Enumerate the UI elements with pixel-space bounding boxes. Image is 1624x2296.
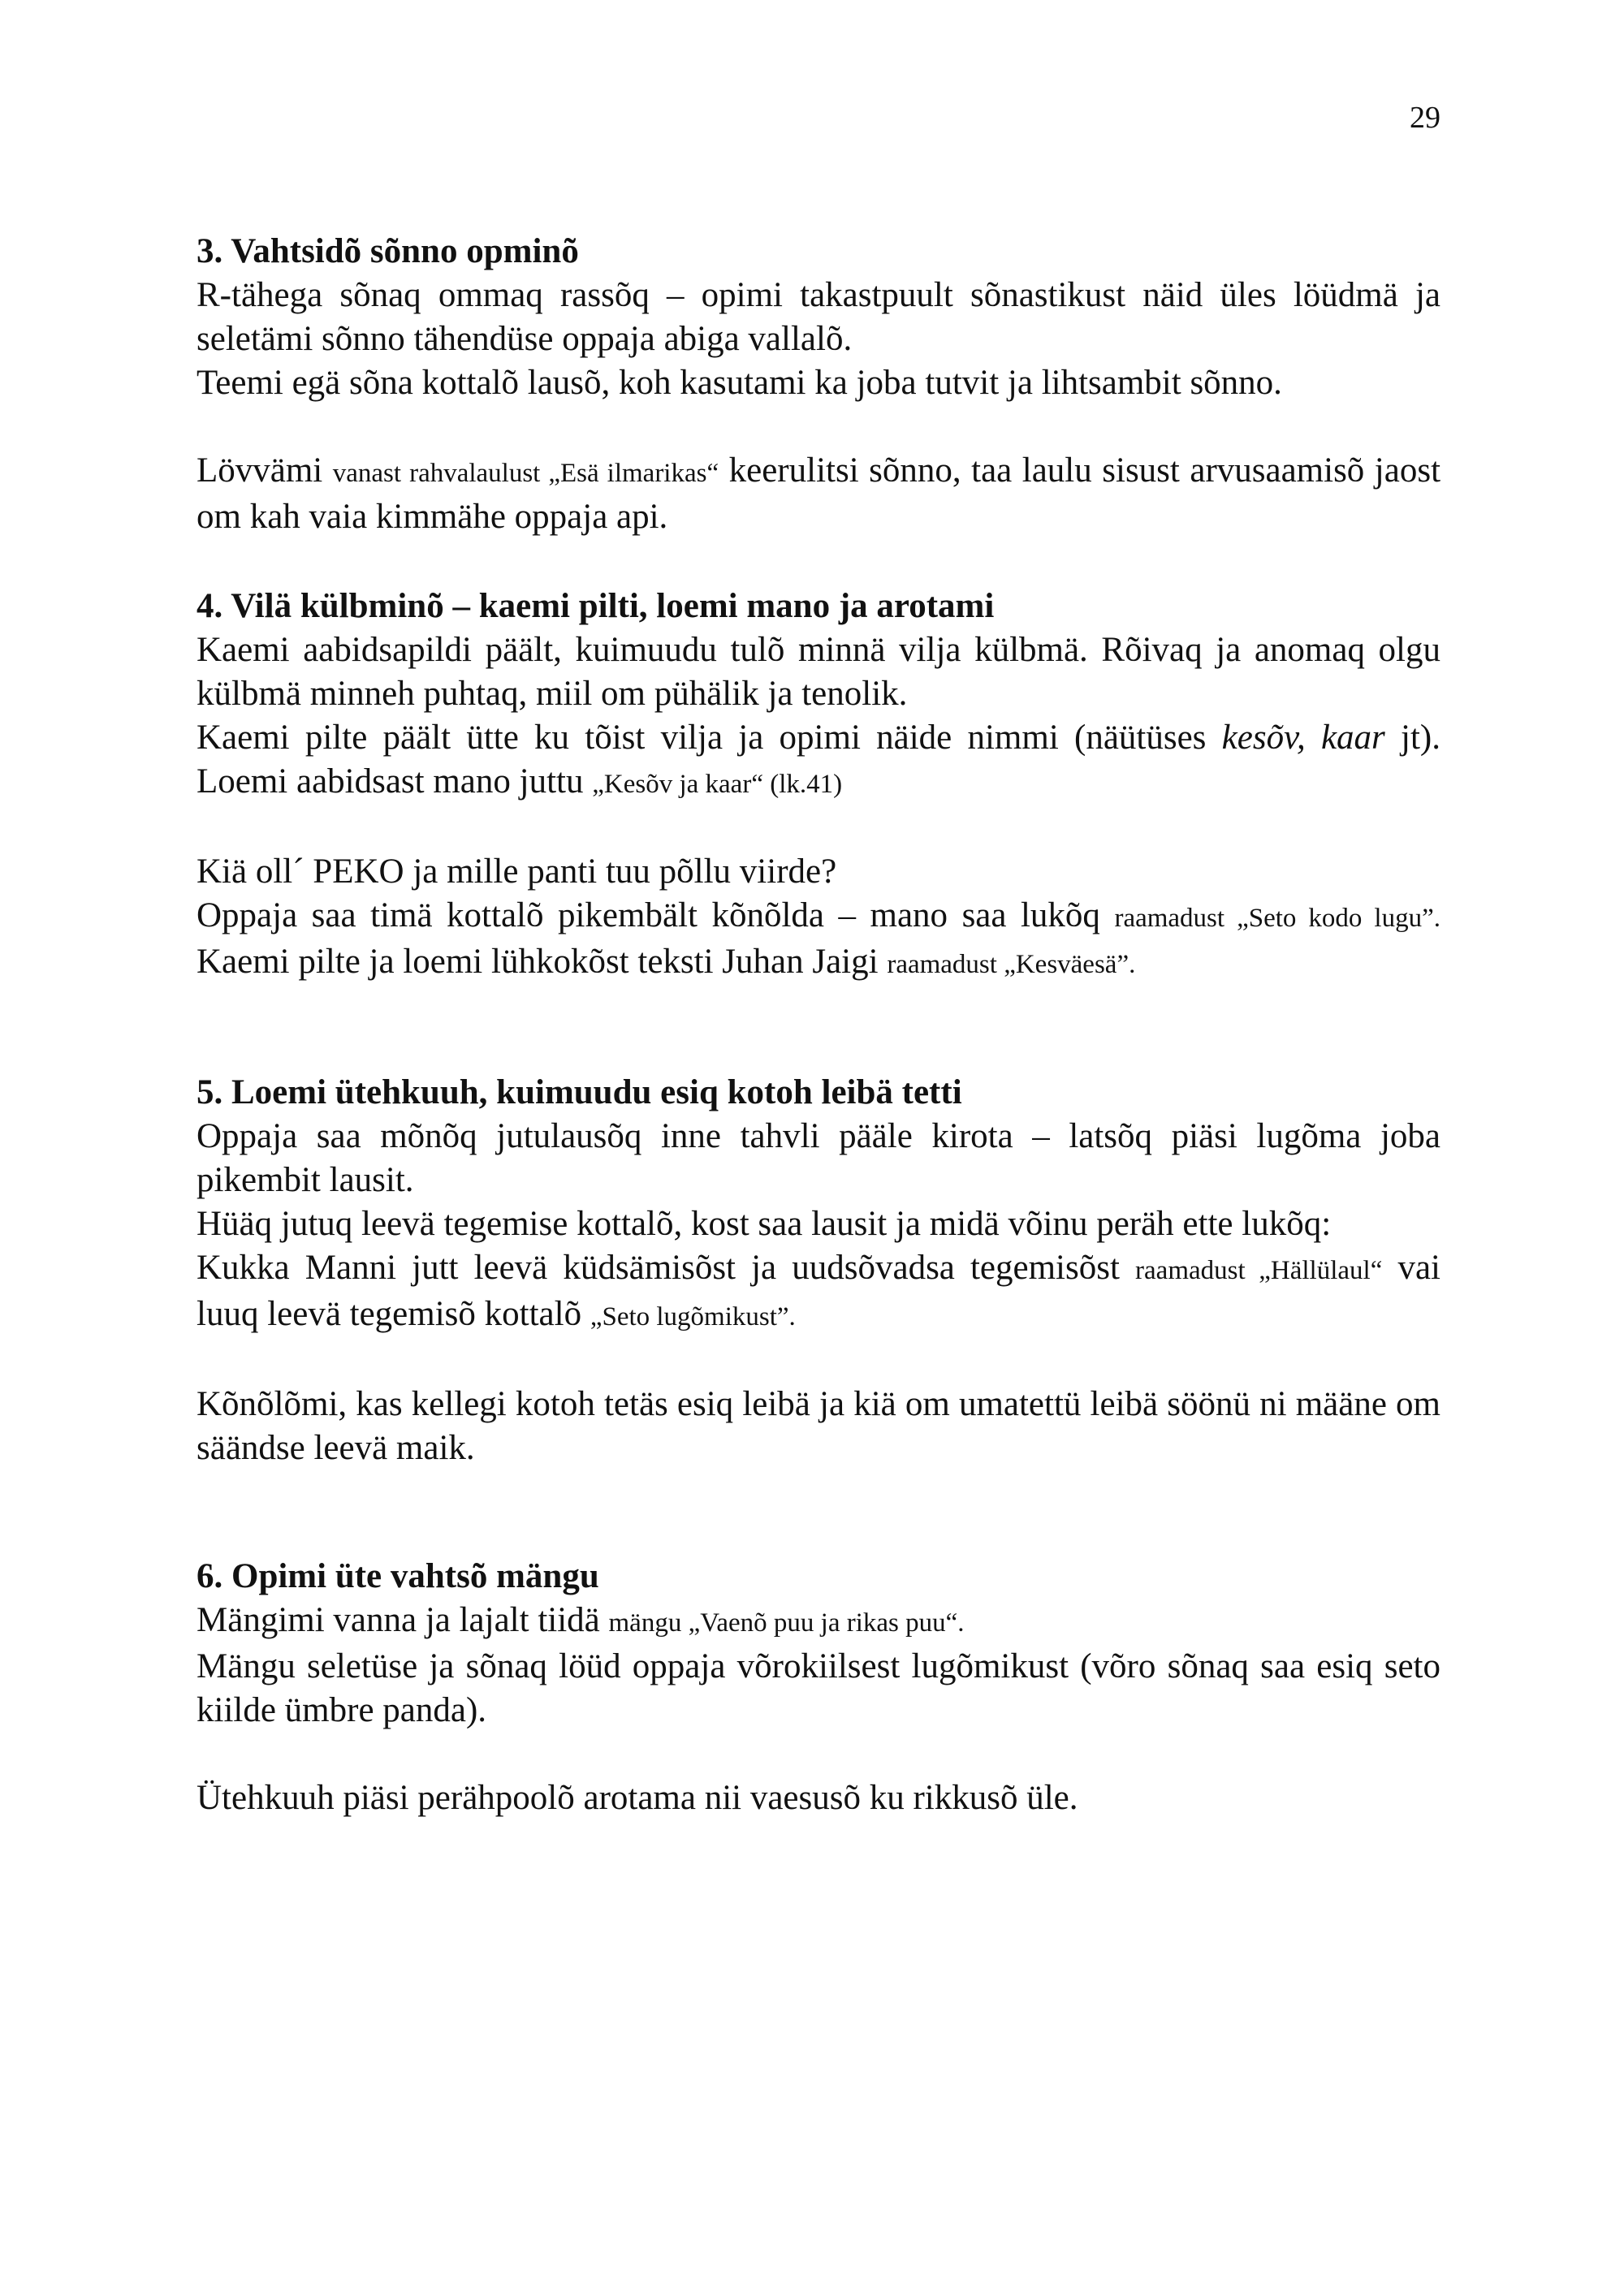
section-3-title: 3. Vahtsidõ sõnno opminõ <box>197 232 579 270</box>
section-4-title: 4. Vilä külbminõ – kaemi pilti, loemi mano ja arotami <box>197 587 995 625</box>
section-5-paragraph-1: Oppaja saa mõnõq jutulausõq inne tahvli pääle kirota – latsõq piäsi lugõma joba pikembit lausit. <box>197 1117 1440 1199</box>
section-4-book-reference-2: raamadust „Kesväesä”. <box>887 950 1136 979</box>
section-4-book-reference-1: raamadust „Seto kodo lugu”. <box>1114 904 1440 933</box>
section-3 <box>197 230 1440 539</box>
section-3-p3-start: Lövvämi <box>197 451 323 490</box>
section-5-paragraph-4: Kõnõlõmi, kas kellegi kotoh tetäs esiq leibä ja kiä om umatettü leibä söönü ni määne om säändse leevä maik. <box>197 1385 1440 1467</box>
section-5-book-reference-2: „Seto lugõmikust”. <box>590 1302 796 1331</box>
section-4-story-reference: „Kesõv ja kaar“ (lk.41) <box>592 770 843 799</box>
section-6-game-reference: mängu „Vaenõ puu ja rikas puu“. <box>608 1608 965 1638</box>
section-4-paragraph-3: Kiä oll´ PEKO ja mille panti tuu põllu viirde? <box>197 852 837 891</box>
section-3-paragraph-1: R-tähega sõnaq ommaq rassõq – opimi takastpuult sõnastikust näid üles löüdmä ja seletämi sõnno tähendüse oppaja abiga vallalõ. <box>197 276 1440 358</box>
section-6-paragraph-3: Ütehkuuh piäsi perähpoolõ arotama nii vaesusõ ku rikkusõ üle. <box>197 1779 1078 1817</box>
page-number: 29 <box>1410 101 1440 135</box>
section-6-paragraph-2: Mängu seletüse ja sõnaq löüd oppaja võrokiilsest lugõmikust (võro sõnaq saa esiq seto kiilde ümbre panda). <box>197 1647 1440 1729</box>
section-4-paragraph-1: Kaemi aabidsapildi päält, kuimuudu tulõ minnä vilja külbmä. Rõivaq ja anomaq olgu külbmä minneh puhtaq, miil om pühälik ja tenolik. <box>197 631 1440 713</box>
section-4-paragraph-4 <box>197 894 1440 986</box>
section-3-paragraph-2: Teemi egä sõna kottalõ lausõ, koh kasutami ka joba tutvit ja lihtsambit sõnno. <box>197 364 1282 402</box>
section-3-p3-end: keerulitsi sõnno, taa laulu sisust arvusaamisõ jaost om kah vaia kimmähe oppaja api. <box>197 451 1441 536</box>
section-5-p3-middle: vai luuq leevä tegemisõ kottalõ <box>197 1249 1440 1333</box>
section-4-p2-start: Kaemi pilte päält ütte ku tõist vilja ja opimi näide nimmi (näütüses <box>197 719 1207 757</box>
section-5-p3-start: Kukka Manni jutt leevä küdsämisõst ja uudsõvadsa tegemisõst <box>197 1249 1120 1287</box>
section-6-paragraph-1 <box>197 1599 1440 1645</box>
section-4 <box>197 585 1440 986</box>
section-6 <box>197 1555 1440 1820</box>
section-3-song-reference: vanast rahvalaulust „Esä ilmarikas“ <box>332 459 719 488</box>
section-5-paragraph-2: Hüäq jutuq leevä tegemise kottalõ, kost saa lausit ja midä võinu peräh ette lukõq: <box>197 1205 1332 1243</box>
section-4-p2-middle: jt). Loemi aabidsast mano juttu <box>197 719 1440 801</box>
section-4-p4-middle: Kaemi pilte ja loemi lühkokõst teksti Juhan Jaigi <box>197 943 879 981</box>
section-5 <box>197 1071 1440 1470</box>
section-4-example-words: kesõv, kaar <box>1221 719 1385 757</box>
section-5-title: 5. Loemi ütehkuuh, kuimuudu esiq kotoh leibä tetti <box>197 1073 962 1111</box>
section-6-title: 6. Opimi üte vahtsõ mängu <box>197 1557 599 1595</box>
section-3-paragraph-3 <box>197 449 1440 539</box>
page-content <box>197 230 1440 1820</box>
section-5-book-reference-1: raamadust „Hällülaul“ <box>1135 1256 1383 1285</box>
section-4-paragraph-2 <box>197 716 1440 806</box>
section-5-paragraph-3 <box>197 1246 1440 1339</box>
section-6-p1-start: Mängimi vanna ja lajalt tiidä <box>197 1601 600 1639</box>
section-4-p4-start: Oppaja saa timä kottalõ pikembält kõnõlda – mano saa lukõq <box>197 896 1100 934</box>
